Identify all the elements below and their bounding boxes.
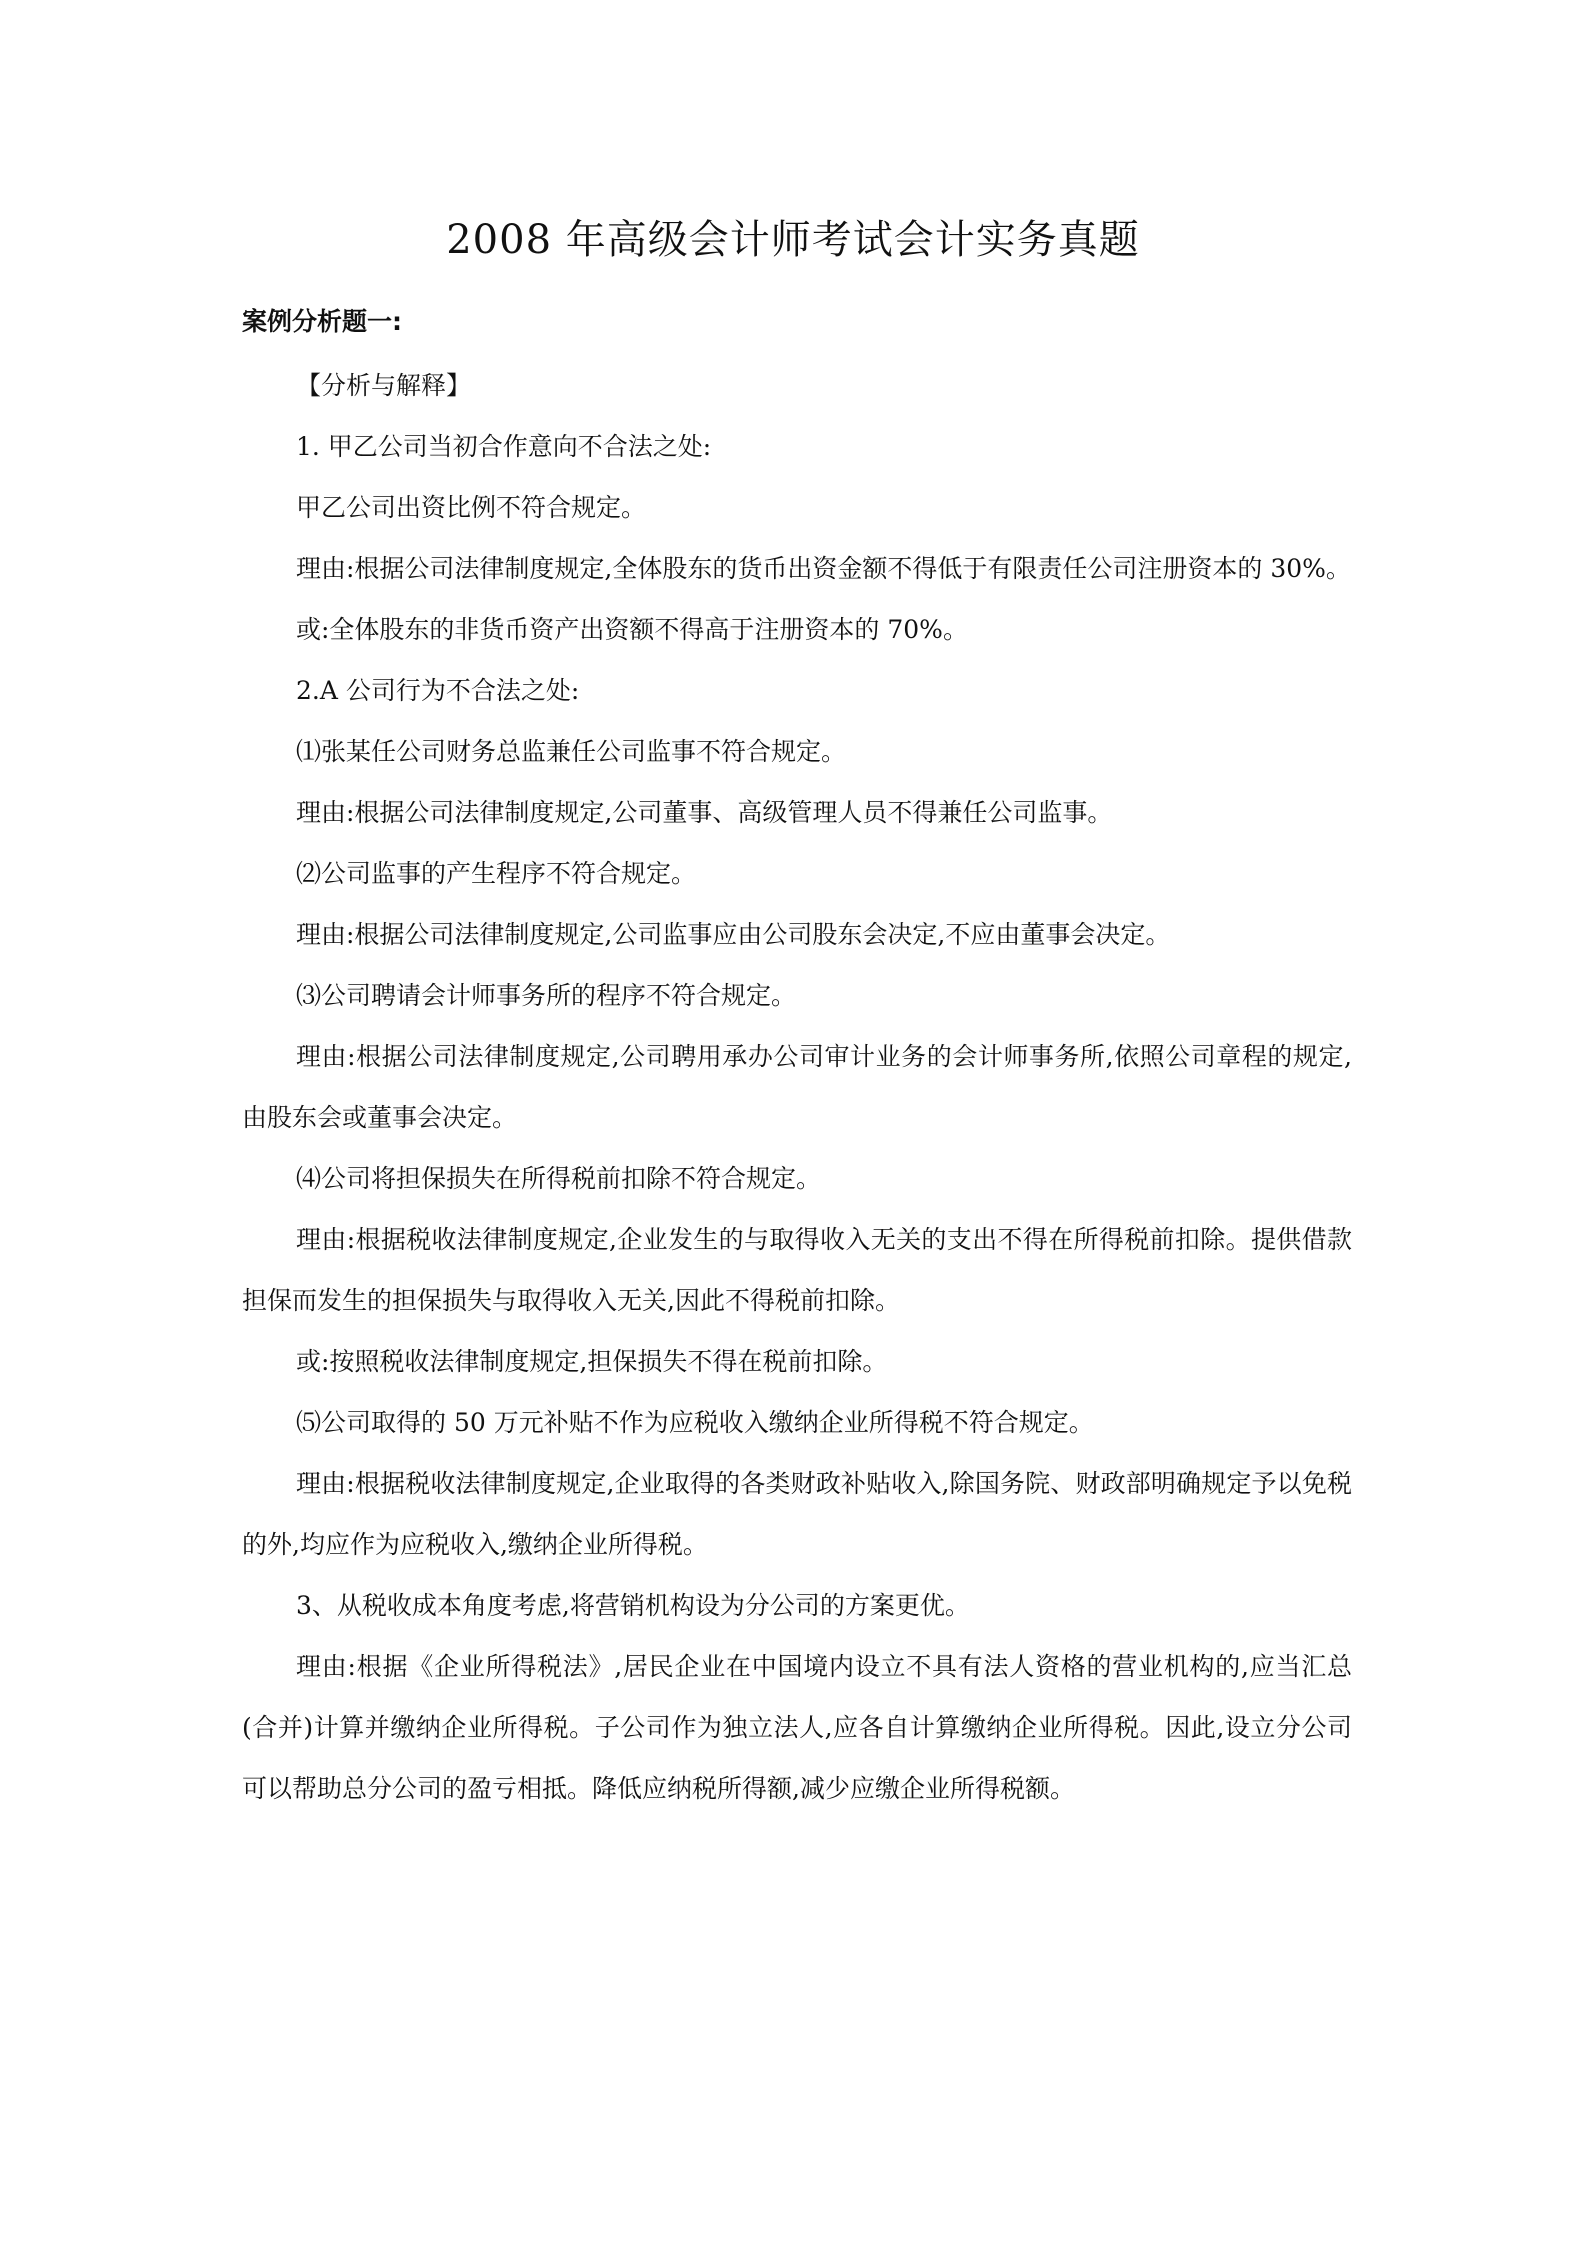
paragraph: ⑷公司将担保损失在所得税前扣除不符合规定。 bbox=[296, 1164, 822, 1193]
paragraph: 理由:根据公司法律制度规定,公司董事、高级管理人员不得兼任公司监事。 bbox=[296, 798, 1113, 827]
paragraph: 甲乙公司出资比例不符合规定。 bbox=[296, 493, 647, 522]
paragraph: 【分析与解释】 bbox=[296, 371, 472, 400]
paragraph: 1. 甲乙公司当初合作意向不合法之处: bbox=[296, 432, 712, 461]
paragraph: ⑶公司聘请会计师事务所的程序不符合规定。 bbox=[296, 981, 797, 1010]
paragraph: 或:全体股东的非货币资产出资额不得高于注册资本的 70%。 bbox=[296, 615, 968, 644]
section-heading: 案例分析题一: bbox=[242, 307, 402, 336]
paragraph: 或:按照税收法律制度规定,担保损失不得在税前扣除。 bbox=[296, 1347, 888, 1376]
paragraph: 理由:根据公司法律制度规定,公司聘用承办公司审计业务的会计师事务所,依照公司章程的规定,由股东会或董事会决定。 bbox=[242, 1042, 1352, 1132]
paragraph: 理由:根据《企业所得税法》,居民企业在中国境内设立不具有法人资格的营业机构的,应当汇总(合并)计算并缴纳企业所得税。子公司作为独立法人,应各自计算缴纳企业所得税。因此,设立分公司可以帮助总分公司的盈亏相抵。降低应纳税所得额,减少应缴企业所得税额。 bbox=[242, 1652, 1352, 1803]
paragraph: 理由:根据税收法律制度规定,企业取得的各类财政补贴收入,除国务院、财政部明确规定予以免税的外,均应作为应税收入,缴纳企业所得税。 bbox=[242, 1469, 1352, 1559]
paragraph: 2.A 公司行为不合法之处: bbox=[296, 676, 580, 705]
paragraph: 理由:根据税收法律制度规定,企业发生的与取得收入无关的支出不得在所得税前扣除。提供借款担保而发生的担保损失与取得收入无关,因此不得税前扣除。 bbox=[242, 1225, 1352, 1315]
paragraph: ⑸公司取得的 50 万元补贴不作为应税收入缴纳企业所得税不符合规定。 bbox=[296, 1408, 1094, 1437]
page-title: 2008 年高级会计师考试会计实务真题 bbox=[446, 217, 1140, 263]
paragraph: 3、从税收成本角度考虑,将营销机构设为分公司的方案更优。 bbox=[296, 1591, 970, 1620]
paragraph: ⑵公司监事的产生程序不符合规定。 bbox=[296, 859, 697, 888]
paragraph: ⑴张某任公司财务总监兼任公司监事不符合规定。 bbox=[296, 737, 847, 766]
paragraph: 理由:根据公司法律制度规定,公司监事应由公司股东会决定,不应由董事会决定。 bbox=[296, 920, 1171, 949]
paragraph: 理由:根据公司法律制度规定,全体股东的货币出资金额不得低于有限责任公司注册资本的 30%。 bbox=[296, 554, 1351, 583]
document-body bbox=[242, 355, 1352, 1819]
